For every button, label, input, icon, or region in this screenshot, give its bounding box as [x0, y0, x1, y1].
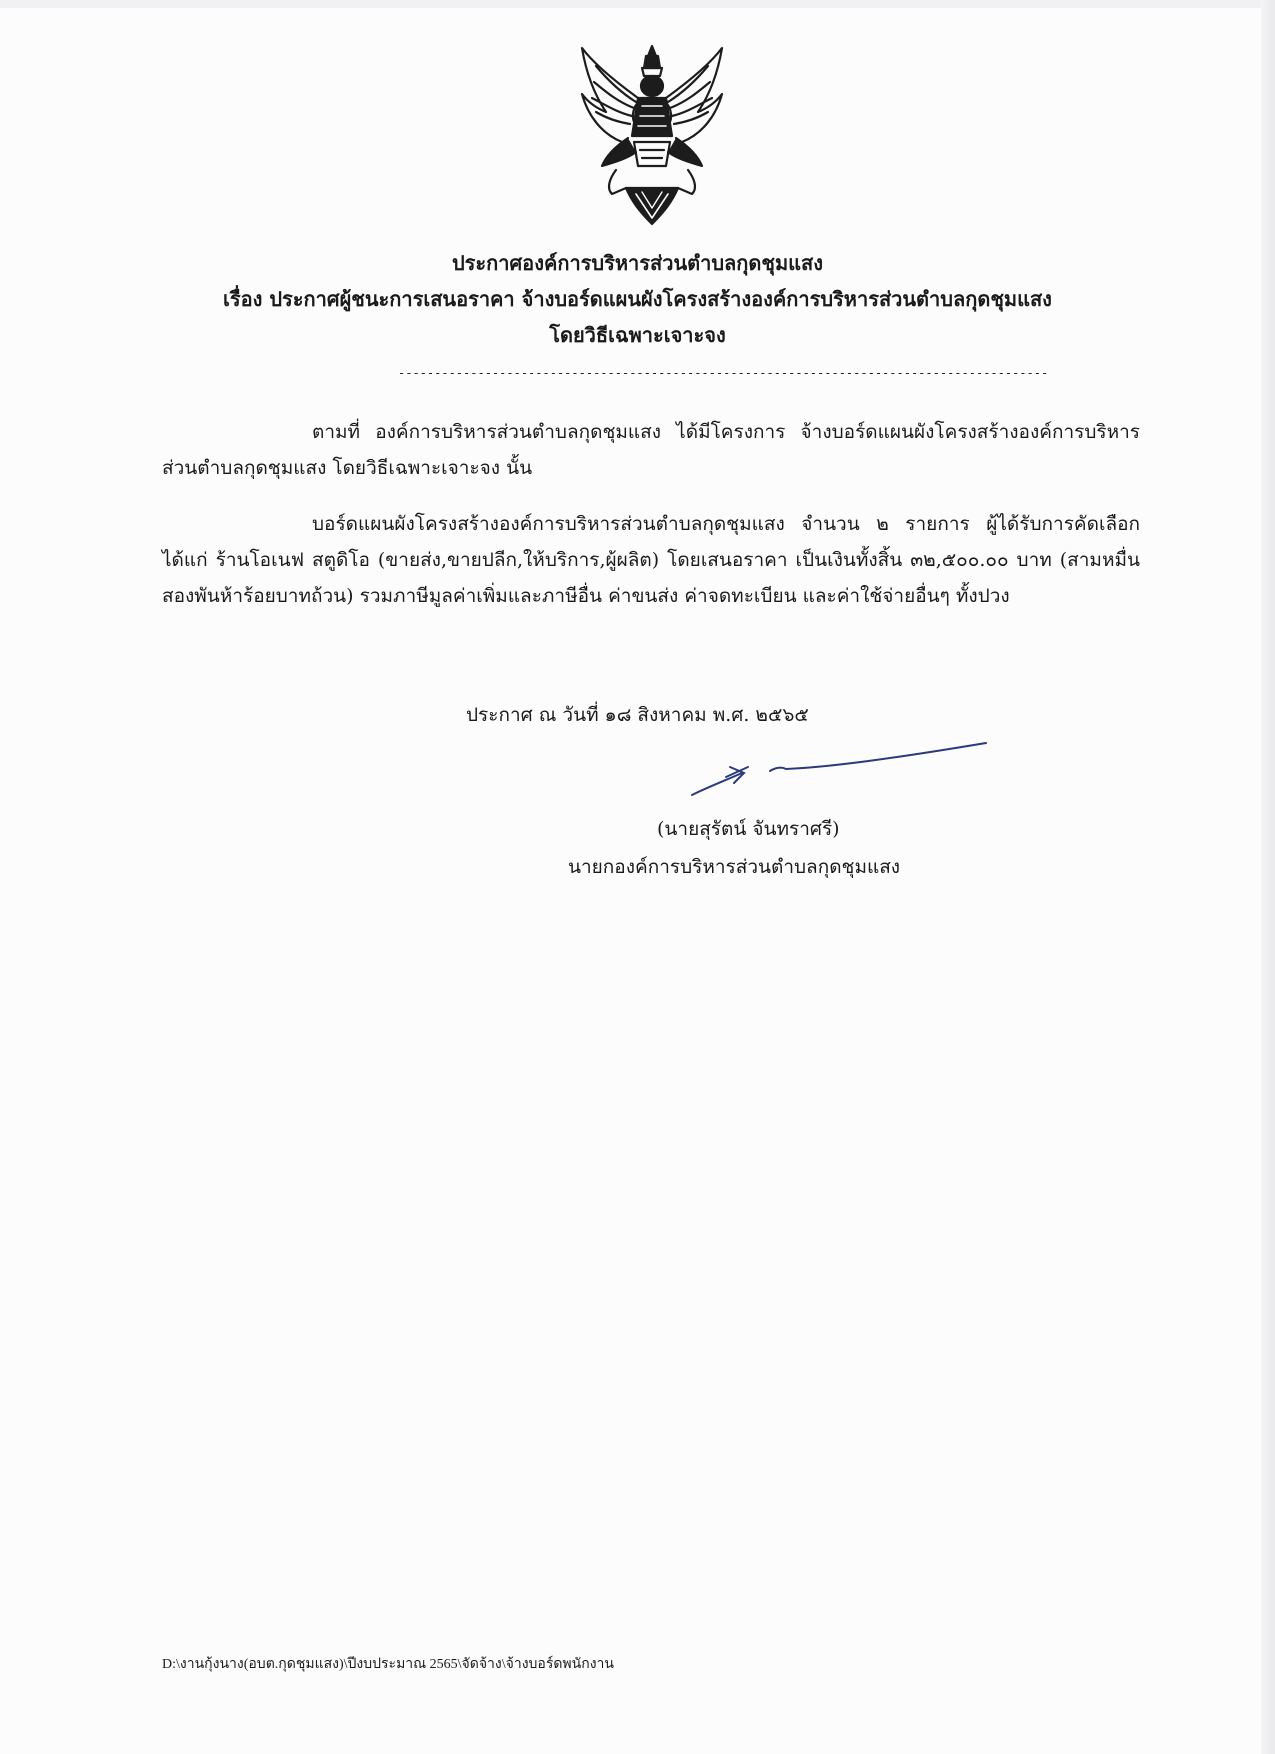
body-paragraph-2	[162, 506, 1140, 614]
page-top-edge	[0, 0, 1275, 8]
header-method-line: โดยวิธีเฉพาะเจาะจง	[549, 323, 726, 347]
signatory-position: นายกองค์การบริหารส่วนตำบลกุดชุมแสง	[568, 856, 901, 878]
paragraph-2-text: บอร์ดแผนผังโครงสร้างองค์การบริหารส่วนตำบลกุดชุมแสง จำนวน ๒ รายการ ผู้ได้รับการคัดเลือก ได้แก่ ร้านโอเนฟ สตูดิโอ (ขายส่ง,ขายปลีก,ให้บริการ,ผู้ผลิต) โดยเสนอราคา เป็นเงินทั้งสิ้น ๓๒,๕๐๐.๐๐ บาท (สามหมื่นสองพันห้าร้อยบาทถ้วน) รวมภาษีมูลค่าเพิ่มและภาษีอื่น ค่าขนส่ง ค่าจดทะเบียน และค่าใช้จ่ายอื่นๆ ทั้งปวง	[162, 513, 1140, 607]
garuda-emblem-icon	[576, 42, 728, 228]
announcement-date: ประกาศ ณ วันที่ ๑๘ สิงหาคม พ.ศ. ๒๕๖๕	[466, 704, 809, 726]
header-divider: ------------------------------------------------------------------------------------------	[398, 366, 1049, 380]
announcement-header	[150, 245, 1125, 353]
header-subject-line: เรื่อง ประกาศผู้ชนะการเสนอราคา จ้างบอร์ดแผนผังโครงสร้างองค์การบริหารส่วนตำบลกุดชุมแสง	[223, 287, 1052, 311]
paragraph-1-text: ตามที่ องค์การบริหารส่วนตำบลกุดชุมแสง ได้มีโครงการ จ้างบอร์ดแผนผังโครงสร้างองค์การบริหารส่วนตำบลกุดชุมแสง โดยวิธีเฉพาะเจาะจง นั้น	[162, 421, 1140, 479]
file-path-footer: D:\งานกุ้งนาง(อบต.กุดชุมแสง)\ปีงบประมาณ 2565\จัดจ้าง\จ้างบอร์ดพนักงาน	[162, 1657, 614, 1672]
header-line-1: ประกาศองค์การบริหารส่วนตำบลกุดชุมแสง	[451, 251, 824, 275]
body-paragraph-1	[162, 414, 1140, 486]
signatory-name: (นายสุรัตน์ จันทราศรี)	[657, 818, 840, 840]
handwritten-signature	[690, 737, 990, 807]
page-right-edge	[1261, 0, 1275, 1754]
